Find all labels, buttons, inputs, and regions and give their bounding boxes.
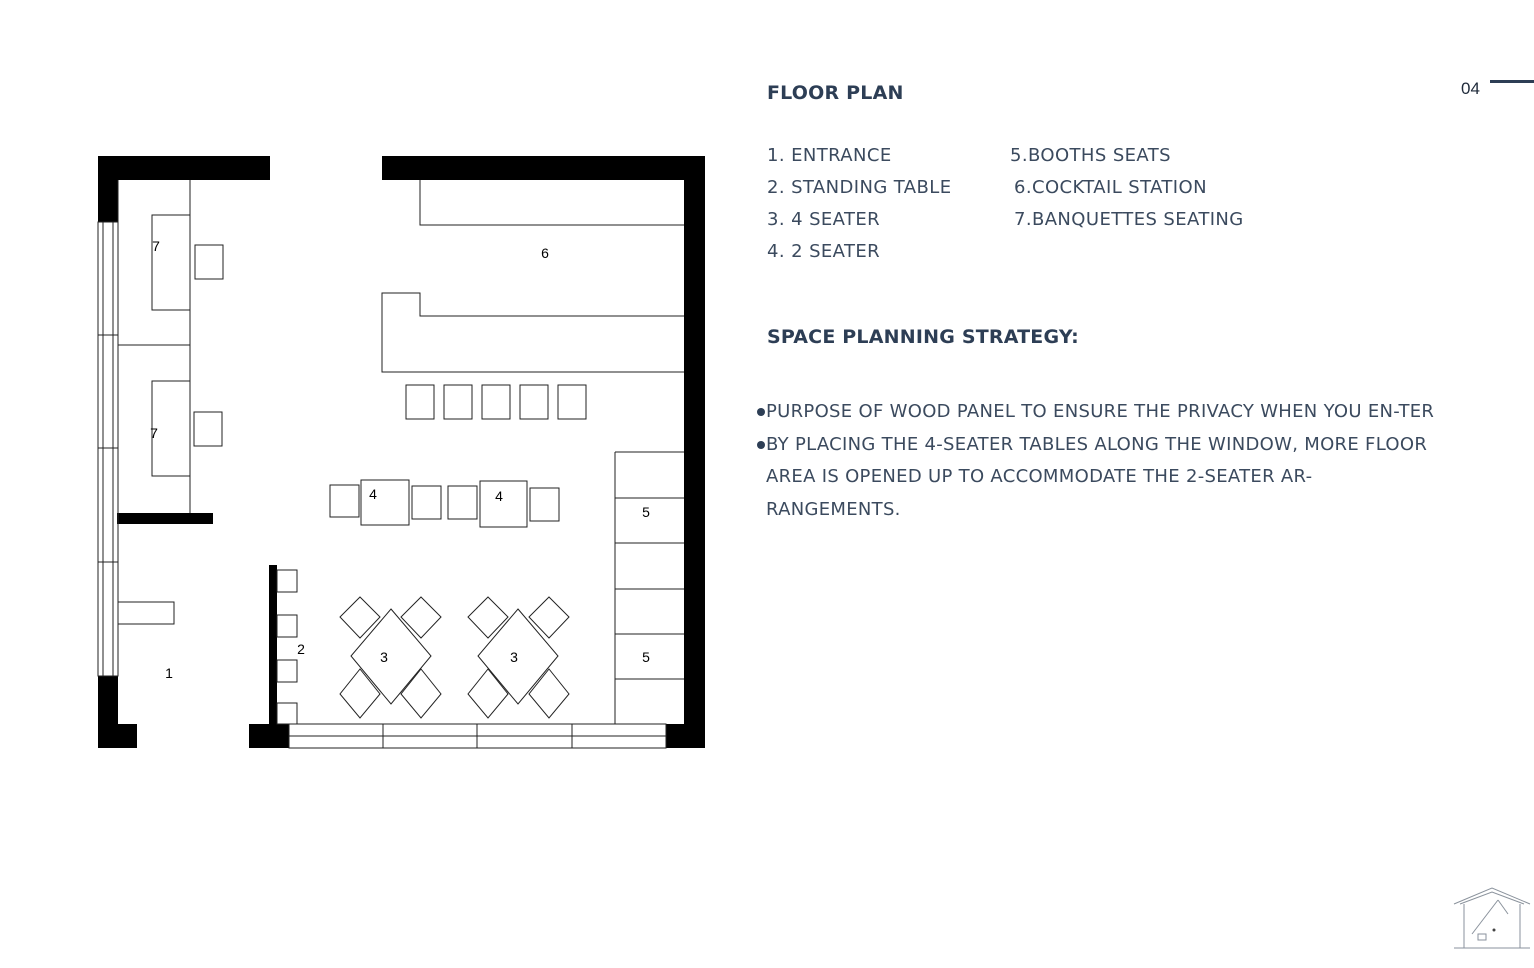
zone-label-standing: 2 bbox=[297, 641, 305, 657]
bullet-dot-icon bbox=[757, 441, 765, 449]
wall-bottom-left bbox=[98, 724, 137, 748]
legend-item-standing-table: 2. STANDING TABLE bbox=[767, 177, 952, 198]
zone-label-four-seater-right: 3 bbox=[510, 649, 518, 665]
strategy-bullet bbox=[757, 429, 1447, 527]
zone-label-banquette-bottom: 7 bbox=[150, 425, 158, 441]
wall-left-upper bbox=[98, 156, 118, 222]
standing-stools bbox=[277, 570, 297, 724]
floor-plan-diagram bbox=[0, 0, 720, 760]
page-number-rule bbox=[1490, 80, 1534, 83]
legend-item-entrance: 1. ENTRANCE bbox=[767, 145, 892, 166]
window-left bbox=[98, 222, 118, 676]
zone-label-booth-top: 5 bbox=[642, 504, 650, 520]
wall-bottom-mid-left bbox=[249, 724, 289, 748]
zone-label-banquette-top: 7 bbox=[152, 238, 160, 254]
banquette-area bbox=[118, 180, 223, 624]
zone-label-cocktail: 6 bbox=[541, 245, 549, 261]
zone-label-booth-bottom: 5 bbox=[642, 649, 650, 665]
legend-item-2-seater: 4. 2 SEATER bbox=[767, 241, 881, 262]
legend-item-cocktail: 6.COCKTAIL STATION bbox=[1014, 177, 1207, 198]
four-seater-tables bbox=[340, 597, 569, 718]
zone-label-two-seater-right: 4 bbox=[495, 488, 503, 504]
house-logo-icon bbox=[1452, 886, 1532, 966]
bar-stools bbox=[406, 385, 586, 419]
strategy-bullet bbox=[757, 396, 1447, 429]
legend-item-booths: 5.BOOTHS SEATS bbox=[1010, 145, 1171, 166]
standing-counter-wall bbox=[269, 565, 277, 725]
zone-label-four-seater-left: 3 bbox=[380, 649, 388, 665]
bullet-dot-icon bbox=[757, 408, 765, 416]
entrance-counter bbox=[118, 602, 174, 624]
wall-bottom-right bbox=[666, 724, 705, 748]
strategy-bullet-text: PURPOSE OF WOOD PANEL TO ENSURE THE PRIVACY WHEN YOU EN-TER bbox=[766, 401, 1435, 422]
strategy-bullets bbox=[757, 396, 1447, 526]
strategy-bullet-text: BY PLACING THE 4-SEATER TABLES ALONG THE WINDOW, MORE FLOOR AREA IS OPENED UP TO ACCOMMODATE THE 2-SEATER AR-RANGEMENTS. bbox=[766, 433, 1428, 520]
zone-label-two-seater-left: 4 bbox=[369, 486, 377, 502]
legend-item-4-seater: 3. 4 SEATER bbox=[767, 209, 881, 230]
floor-plan-title: FLOOR PLAN bbox=[767, 82, 904, 104]
legend-item-banquettes: 7.BANQUETTES SEATING bbox=[1014, 209, 1244, 230]
walls bbox=[98, 156, 705, 748]
zone-label-entrance: 1 bbox=[165, 665, 173, 681]
cocktail-station bbox=[382, 180, 684, 372]
strategy-title: SPACE PLANNING STRATEGY: bbox=[767, 326, 1079, 348]
booth-seats bbox=[615, 452, 684, 724]
partition-horizontal bbox=[117, 513, 213, 524]
two-seater-tables bbox=[330, 480, 559, 527]
wall-right bbox=[684, 156, 705, 748]
wall-top-left bbox=[98, 156, 270, 180]
wall-top-right bbox=[382, 156, 705, 180]
page-number: 04 bbox=[1461, 79, 1480, 98]
